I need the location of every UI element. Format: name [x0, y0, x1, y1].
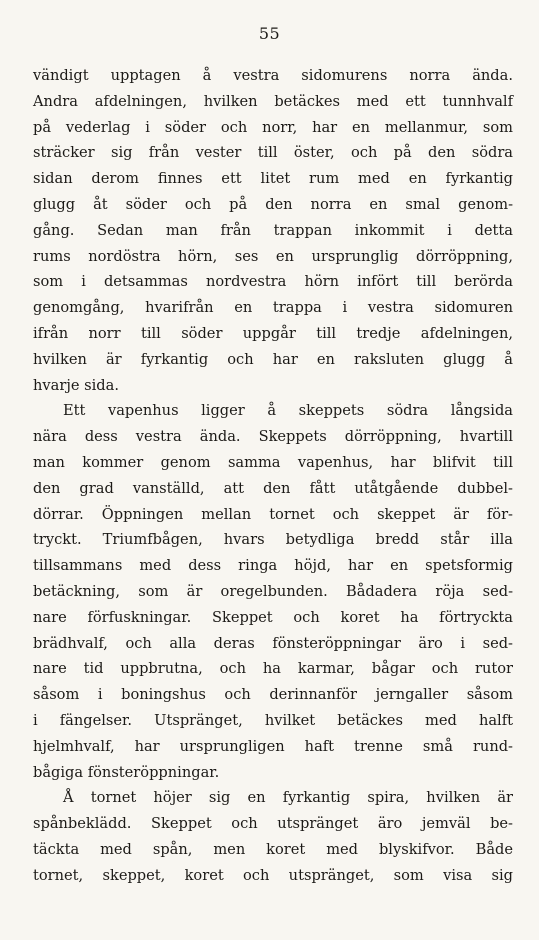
text-line: tornet, skeppet, koret och utspränget, som visa sig [33, 866, 513, 884]
text-line: såsom i boningshus och derinnanför jerngaller såsom [33, 686, 513, 704]
text-line: man kommer genom samma vapenhus, har blifvit till [33, 453, 513, 471]
text-line: som i detsammas nordvestra hörn infört till berörda [33, 273, 513, 291]
text-line: nare tid uppbrutna, och ha karmar, bågar och rutor [33, 660, 513, 678]
text-line: hvilken är fyrkantig och har en raksluten glugg å [33, 350, 513, 368]
text-line: i fängelser. Utspränget, hvilket betäckes med halft [33, 711, 513, 729]
text-line: sträcker sig från vester till öster, och på den södra [33, 144, 513, 162]
text-line: vändigt upptagen å vestra sidomurens norra ända. [33, 67, 513, 84]
text-line: den grad vanställd, att den fått utåtgående dubbel- [33, 479, 513, 497]
text-line: Ett vapenhus ligger å skeppets södra långsida [63, 402, 513, 420]
text-line: spånbeklädd. Skeppet och utspränget äro jemväl be- [33, 815, 513, 833]
text-line: på vederlag i söder och norr, har en mellanmur, som [33, 118, 513, 136]
text-line: betäckning, som är oregelbunden. Bådadera röja sed- [33, 582, 513, 600]
text-line: dörrar. Öppningen mellan tornet och skeppet är för- [33, 505, 513, 523]
text-line: bågiga fönsteröppningar. [33, 763, 220, 781]
text-line: nare förfuskningar. Skeppet och koret ha förtryckta [33, 608, 513, 626]
text-line: rums nordöstra hörn, ses en ursprunglig dörröppning, [33, 247, 513, 265]
text-line: sidan derom finnes ett litet rum med en fyrkantig [33, 170, 513, 188]
body-text [33, 63, 513, 889]
text-line: hvarje sida. [33, 376, 119, 394]
text-line: Andra afdelningen, hvilken betäckes med ett tunnhvalf [33, 92, 513, 110]
text-line: tillsammans med dess ringa höjd, har en spetsformig [33, 557, 513, 575]
text-line: gång. Sedan man från trappan inkommit i detta [33, 221, 513, 239]
text-line: nära dess vestra ända. Skeppets dörröppning, hvartill [33, 428, 513, 446]
text-line: hjelmhvalf, har ursprungligen haft trenne små rund- [33, 737, 513, 755]
page-number: 55 [258, 24, 281, 43]
text-line: ifrån norr till söder uppgår till tredje afdelningen, [33, 324, 513, 342]
text-line: brädhvalf, och alla deras fönsteröppningar äro i sed- [33, 634, 513, 652]
text-line: genomgång, hvarifrån en trappa i vestra sidomuren [33, 299, 513, 317]
text-line: glugg åt söder och på den norra en smal genom- [33, 195, 513, 213]
text-line: täckta med spån, men koret med blyskifvor. Både [33, 840, 513, 858]
text-line: Å tornet höjer sig en fyrkantig spira, hvilken är [63, 789, 513, 807]
text-line: tryckt. Triumfbågen, hvars betydliga bredd står illa [33, 531, 513, 549]
